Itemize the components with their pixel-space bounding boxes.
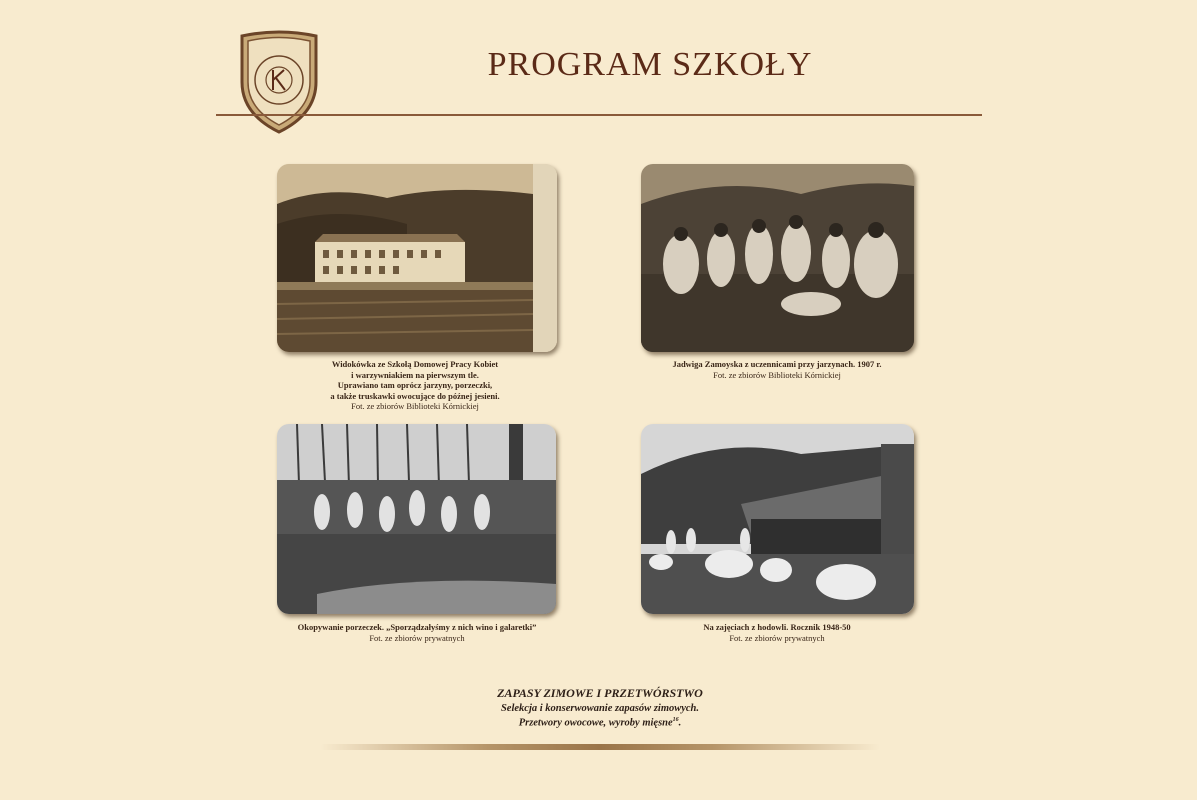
photo-digging-currants (277, 424, 556, 614)
footnote-marker: 16 (672, 717, 679, 723)
caption-line: Na zajęciach z hodowli. Rocznik 1948-50 (703, 622, 851, 632)
caption-line: Widokówka ze Szkołą Domowej Pracy Kobiet (331, 359, 499, 369)
caption-photo-3 (287, 622, 547, 643)
section-line-2-text: Przetwory owocowe, wyroby mięsne (518, 717, 673, 729)
section-line-1: Selekcja i konserwowanie zapasów zimowych. (500, 703, 700, 714)
caption-photo-1 (290, 359, 540, 412)
footer-divider (320, 744, 880, 750)
caption-line: Okopywanie porzeczek. „Sporządzałyśmy z nich wino i galaretki” (297, 622, 537, 632)
caption-line: Uprawiano tam oprócz jarzyny, porzeczki, (337, 380, 493, 390)
header-divider (216, 114, 982, 116)
caption-photo-4 (652, 622, 902, 643)
page-title: PROGRAM SZKOŁY (487, 46, 813, 83)
caption-line: Jadwiga Zamoyska z uczennicami przy jarzynach. 1907 r. (672, 359, 882, 369)
section-heading: ZAPASY ZIMOWE I PRZETWÓRSTWO (497, 686, 703, 700)
caption-source: Fot. ze zbiorów prywatnych (369, 632, 465, 643)
caption-source: Fot. ze zbiorów prywatnych (729, 632, 825, 643)
section-line-2: Przetwory owocowe, wyroby mięsne$^{16}$. (518, 717, 682, 729)
caption-source: Fot. ze zbiorów Biblioteki Kórnickiej (713, 369, 841, 380)
photo-school-building (277, 164, 557, 352)
caption-source: Fot. ze zbiorów Biblioteki Kórnickiej (351, 401, 479, 411)
caption-line: i warzywniakiem na pierwszym tle. (351, 369, 479, 380)
school-crest-logo (238, 30, 320, 134)
caption-photo-2 (652, 359, 902, 380)
photo-students-vegetables (641, 164, 914, 352)
caption-line: a także truskawki owocujące do późnej jesieni. (330, 390, 500, 401)
photo-animal-husbandry (641, 424, 914, 614)
